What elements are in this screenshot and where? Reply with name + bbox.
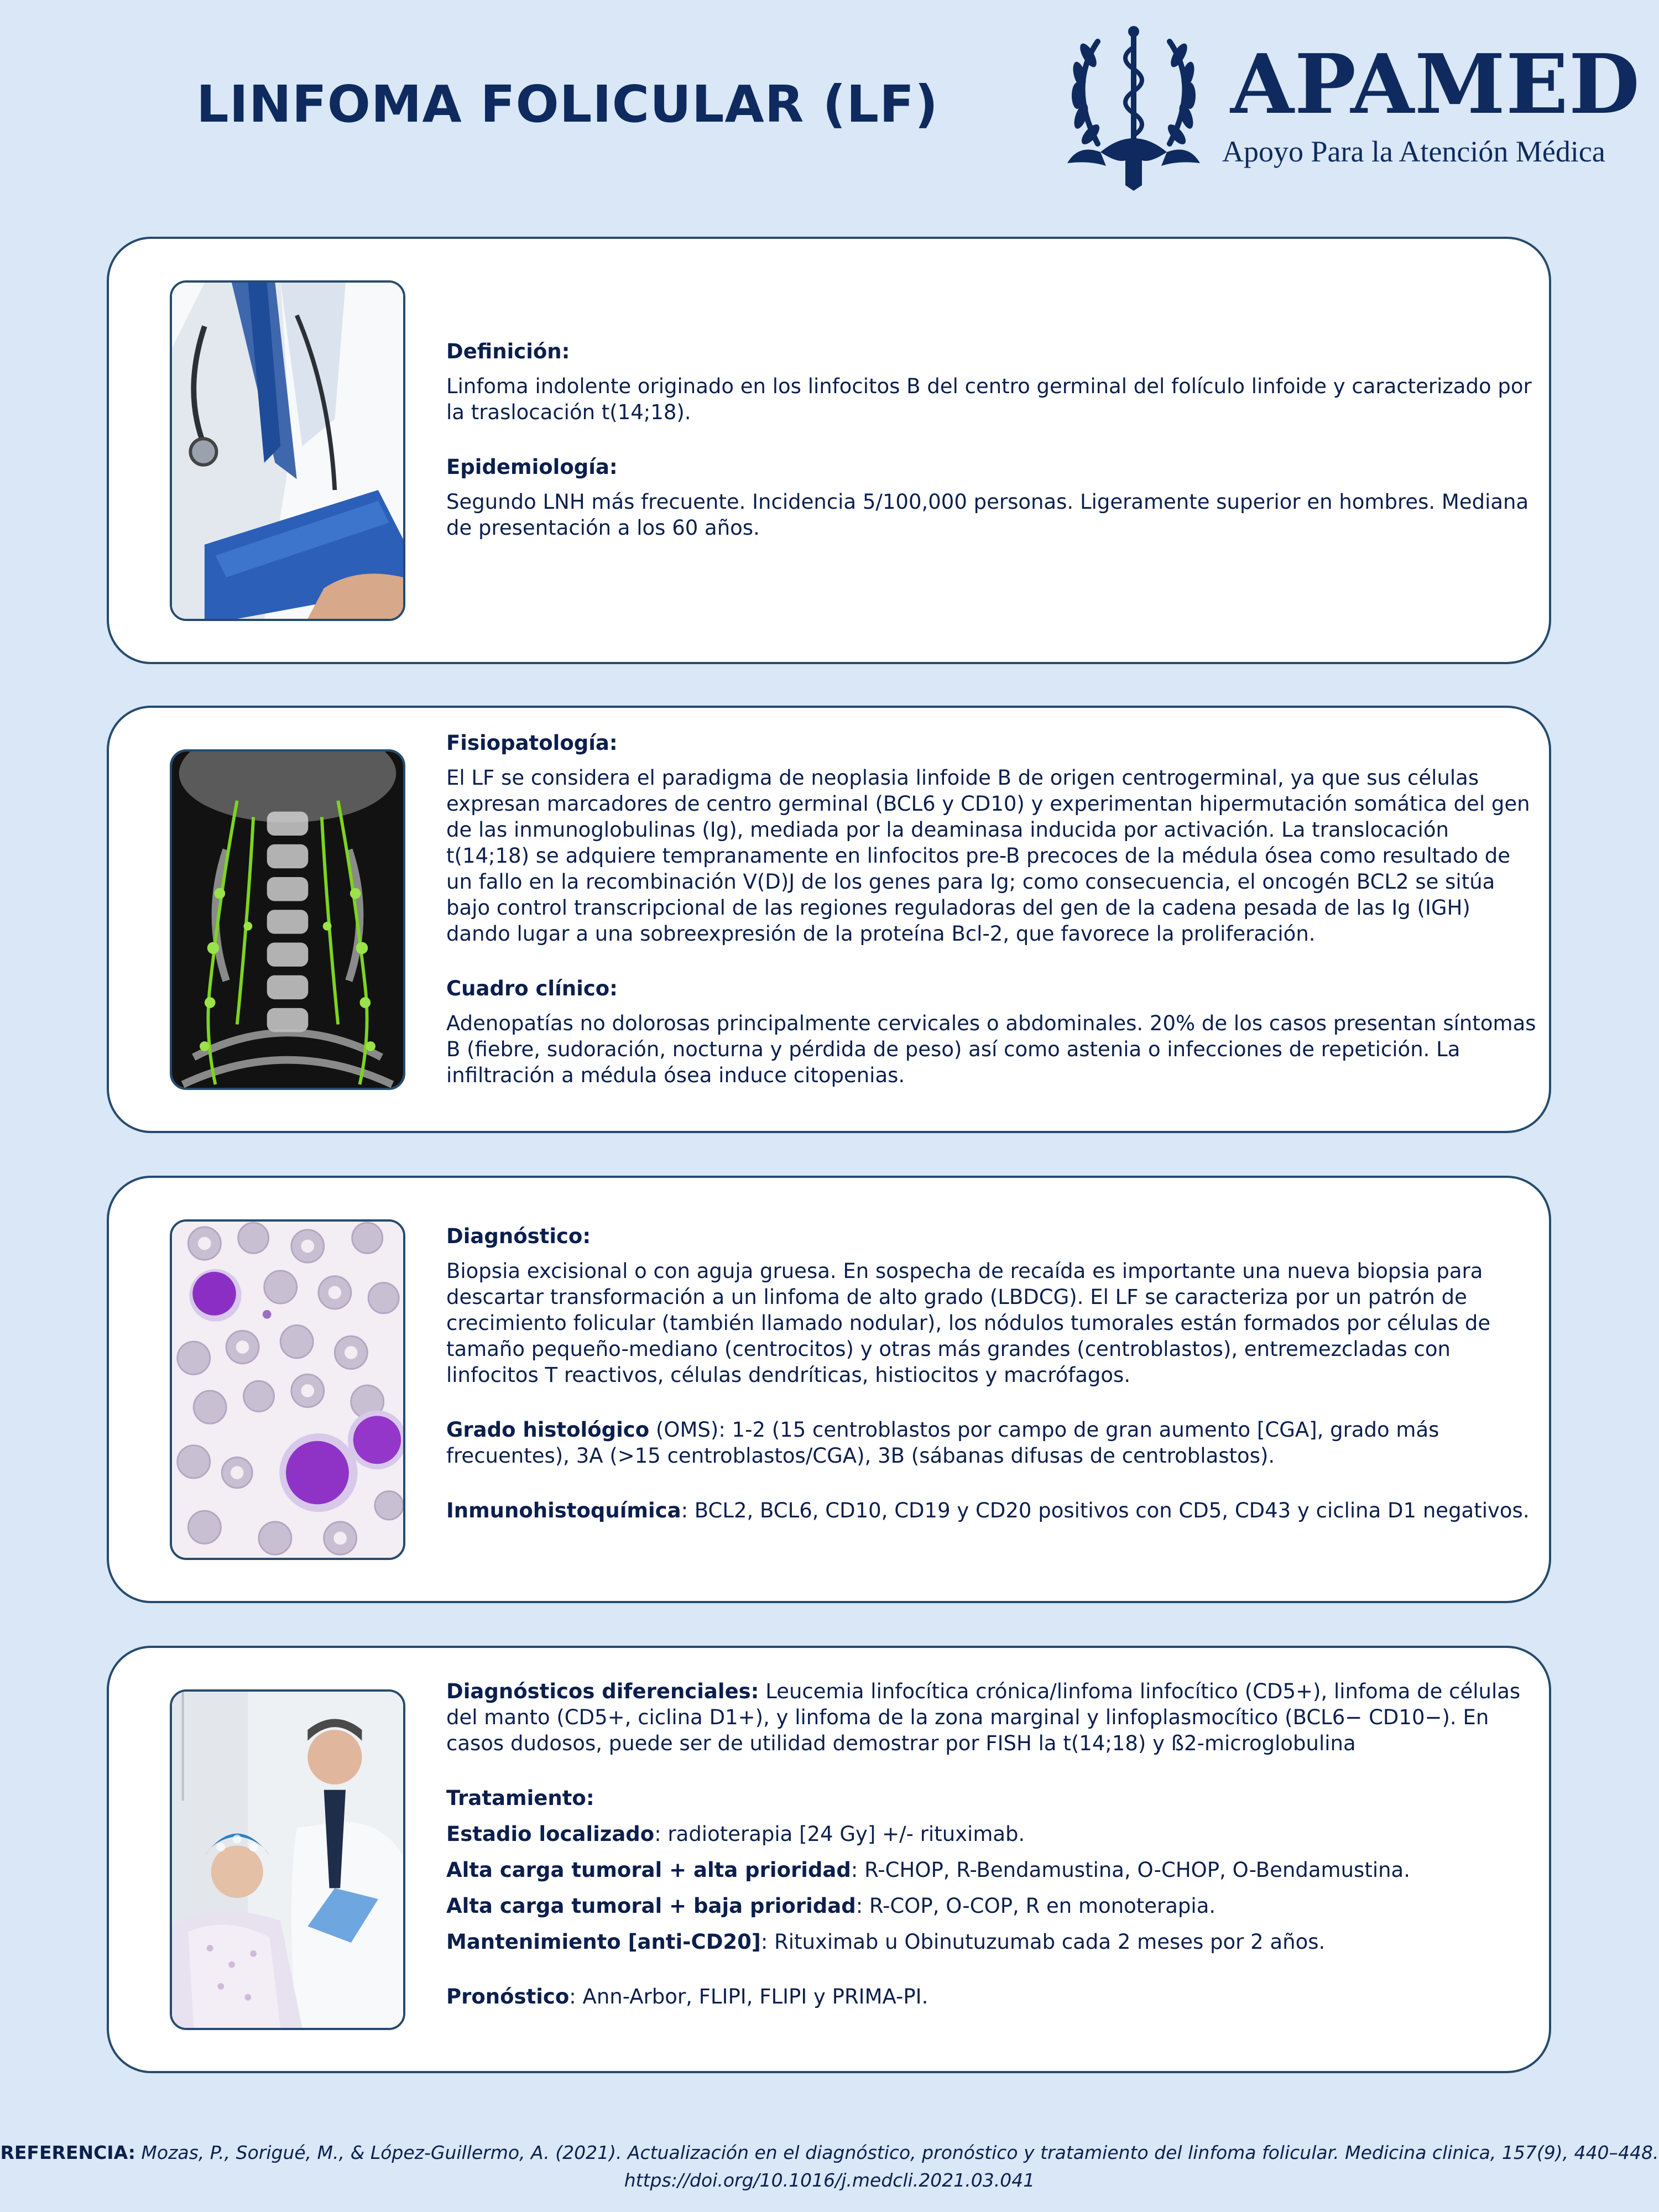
tratamiento-item [446, 1857, 1538, 1883]
card-definicion [107, 237, 1551, 664]
grado-paragraph [446, 1417, 1538, 1469]
epidemiologia-text: Segundo LNH más frecuente. Incidencia 5/100,000 personas. Ligeramente superior en hombres. Mediana de presentación a los 60 años. [446, 490, 1529, 540]
tratamiento-item-label: Estadio localizado [446, 1822, 655, 1846]
doctor-patient-photo [170, 1689, 405, 2030]
logo-name: APAMED [1230, 36, 1641, 132]
ihq-text: : BCL2, BCL6, CD10, CD19 y CD20 positivos con CD5, CD43 y ciclina D1 negativos. [681, 1499, 1530, 1522]
pronostico-label: Pronóstico [446, 1985, 570, 2008]
diagnostico-heading: Diagnóstico: [446, 1224, 591, 1248]
diferenciales-text: Leucemia linfocítica crónica/linfoma linfocítico (CD5+), linfoma de células del manto (CD5+, ciclina D1+), y linfoma de la zona marginal y linfoplasmocítico (BCL6− CD10−). En casos dudosos, puede ser de utilidad demostrar por FISH la t(14;18) y ß2-microglobulina [446, 1679, 1521, 1755]
reference-doi: https://doi.org/10.1016/j.medcli.2021.03.041 [624, 2169, 1035, 2191]
fisiopatologia-heading: Fisiopatología: [446, 731, 618, 755]
diagnostico-text: Biopsia excisional o con aguja gruesa. En sospecha de recaída es importante una nueva biopsia para descartar transformación a un linfoma de alto grado (LBDCG). El LF se caracteriza por un patrón de crecimiento folicular (también llamado nodular), los nódulos tumorales están formados por células de tamaño pequeño-mediano (centrocitos) y otras más grandes (centroblastos), entremezcladas con linfocitos T reactivos, células dendríticas, histiocitos y macrófagos. [446, 1259, 1491, 1387]
cuadro-heading: Cuadro clínico: [446, 977, 618, 1000]
tratamiento-item-label: Alta carga tumoral + baja prioridad [446, 1894, 856, 1918]
grado-label: Grado histológico [446, 1418, 650, 1442]
epidemiologia-heading: Epidemiología: [446, 455, 618, 479]
tratamiento-item [446, 1893, 1538, 1919]
caduceus-eagle-laurel-icon [1045, 25, 1222, 196]
definicion-text: Linfoma indolente originado en los linfocitos B del centro germinal del folículo linfoide y caracterizado por la traslocación t(14;18). [446, 374, 1532, 424]
apamed-logo [1045, 25, 1641, 196]
reference [0, 2139, 1659, 2194]
doctor-clipboard-photo [170, 280, 405, 621]
card-fisiopatologia [107, 706, 1551, 1133]
reference-citation: Mozas, P., Sorigué, M., & López-Guillermo, A. (2021). Actualización en el diagnóstico, pronóstico y tratamiento del linfoma folicular. Medicina clinica, 157(9), 440–448. [135, 2142, 1659, 2163]
tratamiento-item-label: Mantenimiento [anti-CD20] [446, 1930, 761, 1954]
lymph-nodes-xray-photo [170, 749, 405, 1090]
blood-smear-lymphocytes-photo [170, 1219, 405, 1560]
reference-label: REFERENCIA: [0, 2142, 135, 2163]
cuadro-text: Adenopatías no dolorosas principalmente cervicales o abdominales. 20% de los casos presentan síntomas B (fiebre, sudoración, nocturna y pérdida de peso) así como astenia o infecciones de repetición. La infiltración a médula ósea induce citopenias. [446, 1011, 1536, 1087]
tratamiento-item [446, 1821, 1538, 1847]
tratamiento-heading: Tratamiento: [446, 1786, 594, 1810]
page-title: LINFOMA FOLICULAR (LF) [196, 75, 939, 134]
tratamiento-item-text: : radioterapia [24 Gy] +/- rituximab. [654, 1822, 1025, 1846]
ihq-paragraph [446, 1498, 1538, 1524]
logo-tagline: Apoyo Para la Atención Médica [1222, 135, 1605, 168]
fisiopatologia-text: El LF se considera el paradigma de neoplasia linfoide B de origen centrogerminal, ya que sus células expresan marcadores de centro germinal (BCL6 y CD10) y experimentan hipermutación somática del gen de las inmunoglobulinas (Ig), mediada por la deaminasa inducida por activación. La translocación t(14;18) se adquiere tempranamente en linfocitos pre-B precoces de la médula ósea como resultado de un fallo en la recombinación V(D)J de los genes para Ig; como consecuencia, el oncogén BCL2 se sitúa bajo control transcripcional de las regiones reguladoras del gen de la cadena pesada de las Ig (IGH) dando lugar a una sobreexpresión de la proteína Bcl-2, que favorece la proliferación. [446, 766, 1530, 946]
pronostico-paragraph [446, 1984, 1538, 2010]
tratamiento-item-text: : R-CHOP, R-Bendamustina, O-CHOP, O-Bendamustina. [851, 1858, 1410, 1882]
card-diagnostico [107, 1176, 1551, 1603]
definicion-heading: Definición: [446, 340, 570, 363]
tratamiento-item [446, 1929, 1538, 1955]
card-tratamiento [107, 1646, 1551, 2073]
pronostico-text: : Ann-Arbor, FLIPI, FLIPI y PRIMA-PI. [569, 1985, 928, 2008]
ihq-label: Inmunohistoquímica [446, 1499, 681, 1522]
tratamiento-item-text: : Rituximab u Obinutuzumab cada 2 meses por 2 años. [760, 1930, 1326, 1954]
grado-text: (OMS): 1-2 (15 centroblastos por campo de gran aumento [CGA], grado más frecuentes), 3A (>15 centroblastos/CGA), 3B (sábanas difusas de centroblastos). [446, 1418, 1439, 1468]
tratamiento-item-text: : R-COP, O-COP, R en monoterapia. [855, 1894, 1216, 1918]
diferenciales-paragraph [446, 1678, 1538, 1756]
tratamiento-item-label: Alta carga tumoral + alta prioridad [446, 1858, 851, 1882]
diferenciales-label: Diagnósticos diferenciales: [446, 1679, 759, 1703]
